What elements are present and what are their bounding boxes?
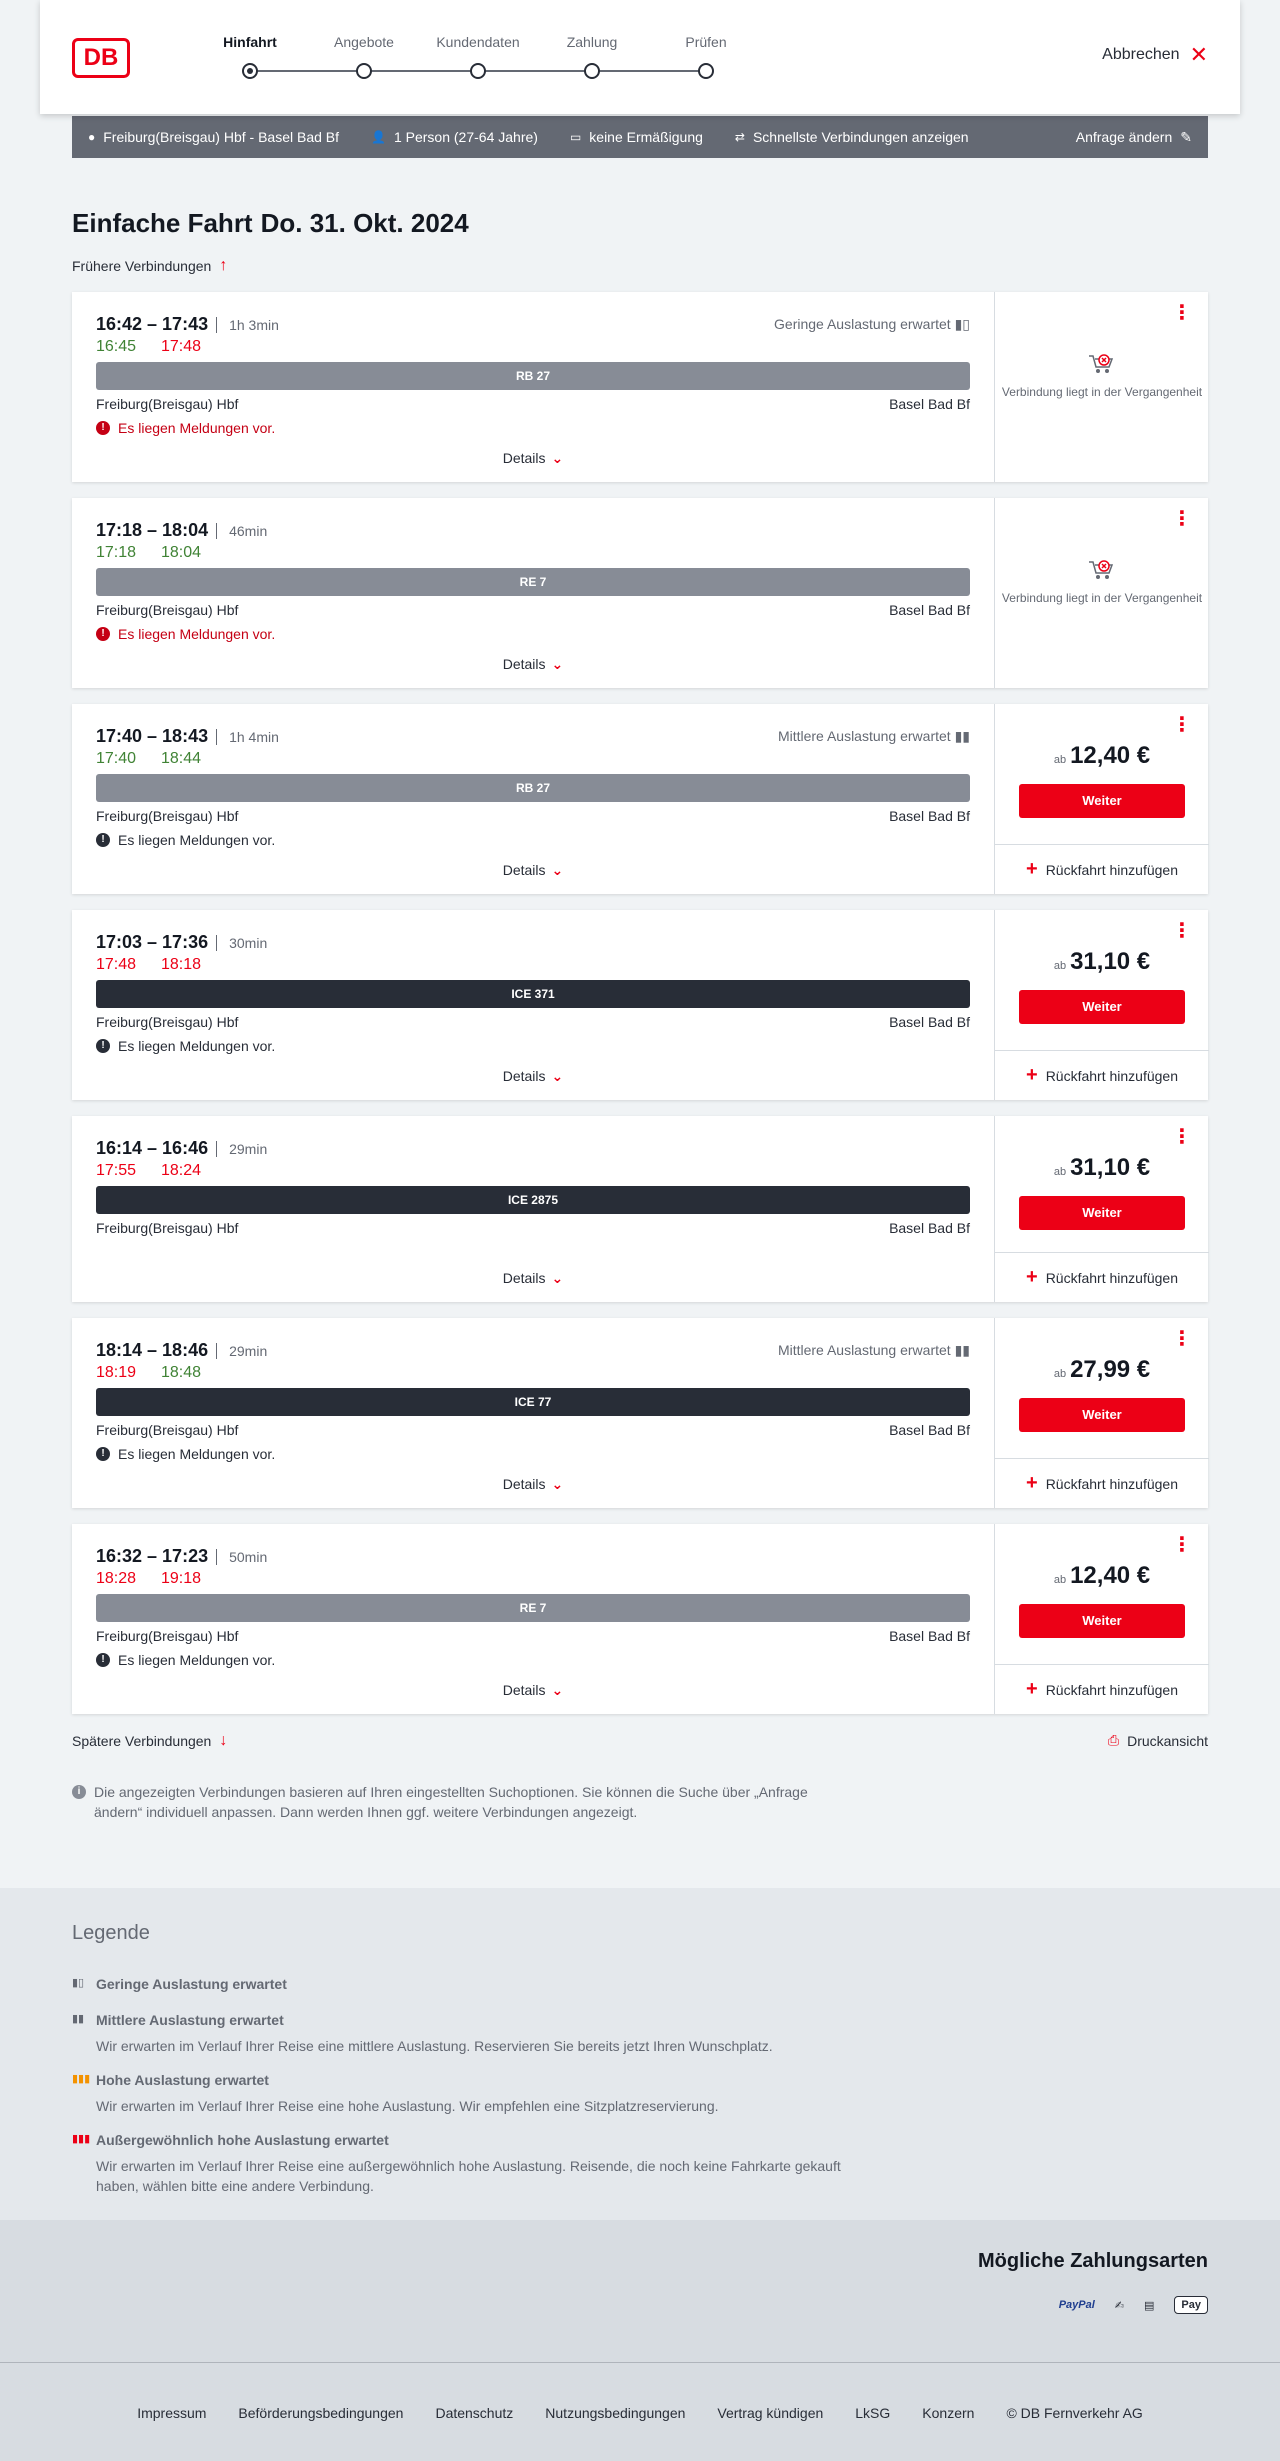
realtime-departure: 17:18 — [96, 544, 137, 561]
departure-station: Freiburg(Breisgau) Hbf — [96, 1220, 239, 1236]
step-label: Kundendaten — [436, 34, 520, 50]
schedule-times: 16:32 – 17:23 — [96, 1546, 209, 1566]
price-prefix: ab — [1053, 754, 1067, 766]
continue-button[interactable]: Weiter — [1019, 1604, 1185, 1638]
legend-item-title: Mittlere Auslastung erwartet — [96, 2012, 284, 2028]
plus-icon: + — [1026, 1064, 1038, 1086]
duration: 30min — [216, 935, 267, 951]
realtime-arrival: 18:24 — [161, 1162, 202, 1179]
more-options-icon[interactable]: ⋮ — [1172, 508, 1192, 530]
message-text: Es liegen Meldungen vor. — [118, 626, 276, 642]
realtime-arrival: 18:48 — [161, 1364, 202, 1381]
db-logo[interactable]: DB — [72, 38, 130, 78]
footer-link-konzern[interactable]: Konzern — [922, 2405, 975, 2421]
connection-side — [994, 704, 1208, 894]
location-pin-icon: ● — [88, 130, 96, 144]
change-query-button[interactable] — [1076, 129, 1192, 146]
earlier-label: Frühere Verbindungen — [72, 258, 212, 274]
details-toggle[interactable] — [72, 450, 994, 467]
details-toggle[interactable] — [72, 862, 994, 879]
info-text: Die angezeigten Verbindungen basieren auf Ihren eingestellten Suchoptionen. Sie können die Suche über „Anfrage ändern“ individuell anpassen. Dann werden Ihnen ggf. weitere Verbindungen angezeigt. — [94, 1784, 808, 1820]
message-text: Es liegen Meldungen vor. — [118, 832, 276, 848]
payment-title: Mögliche Zahlungsarten — [977, 2250, 1208, 2272]
connection-main — [72, 1318, 994, 1508]
price-prefix: ab — [1053, 960, 1067, 972]
disruption-message — [96, 1446, 275, 1462]
earlier-connections-link[interactable] — [72, 257, 227, 275]
departure-station: Freiburg(Breisgau) Hbf — [96, 602, 239, 618]
occupancy-low-icon: ▮▯ — [72, 1977, 85, 1989]
message-text: Es liegen Meldungen vor. — [118, 420, 276, 436]
price — [995, 1154, 1209, 1182]
arrival-station: Basel Bad Bf — [889, 396, 970, 412]
realtime — [96, 1570, 226, 1588]
departure-station: Freiburg(Breisgau) Hbf — [96, 1628, 239, 1644]
connection-times — [96, 932, 267, 953]
schedule-times: 18:14 – 18:46 — [96, 1340, 209, 1360]
message-text: Es liegen Meldungen vor. — [118, 1652, 276, 1668]
add-return-label: Rückfahrt hinzufügen — [1045, 861, 1178, 878]
step-marker — [356, 63, 372, 79]
train-bar: ICE 371 — [96, 980, 970, 1008]
price-value: 27,99 € — [1070, 1356, 1151, 1383]
connection-main — [72, 704, 994, 894]
more-options-icon[interactable]: ⋮ — [1172, 1534, 1192, 1556]
legend-item-low — [72, 1976, 872, 1992]
payment-logos — [1059, 2296, 1208, 2314]
price — [995, 1356, 1209, 1384]
connection-card — [72, 1524, 1208, 1714]
printer-icon: ⎙ — [1107, 1732, 1120, 1748]
arrival-station: Basel Bad Bf — [889, 602, 970, 618]
realtime — [96, 1162, 226, 1180]
step-label: Angebote — [334, 34, 394, 50]
legend-title: Legende — [72, 1922, 150, 1944]
print-label: Druckansicht — [1127, 1732, 1208, 1749]
price-value: 31,10 € — [1070, 1154, 1151, 1181]
realtime-arrival: 17:48 — [161, 338, 202, 355]
query-passengers-text: 1 Person (27-64 Jahre) — [393, 129, 538, 145]
occupancy-exceptional-icon: ▮▮▮ — [72, 2133, 91, 2145]
direct-debit-icon: ✍ — [1114, 2299, 1125, 2312]
connection-side — [994, 1318, 1208, 1508]
occupancy-info — [778, 728, 970, 745]
cart-unavailable-icon — [1087, 558, 1117, 582]
details-label: Details — [502, 1270, 546, 1286]
more-options-icon[interactable]: ⋮ — [1172, 920, 1192, 942]
page-title — [72, 208, 469, 239]
step-label: Zahlung — [566, 34, 618, 50]
legend-item-desc: Wir erwarten im Verlauf Ihrer Reise eine mittlere Auslastung. Reservieren Sie bereits jetzt Ihren Wunschplatz. — [96, 2038, 773, 2054]
later-connections-link[interactable] — [72, 1732, 227, 1750]
duration: 1h 4min — [216, 729, 279, 745]
price-prefix: ab — [1053, 1574, 1067, 1586]
step-marker — [584, 63, 600, 79]
connection-times — [96, 726, 279, 747]
price — [995, 1562, 1209, 1590]
continue-button[interactable]: Weiter — [1019, 1398, 1185, 1432]
footer-link-nutzungsbedingungen[interactable]: Nutzungsbedingungen — [545, 2405, 686, 2421]
price-value: 31,10 € — [1070, 948, 1151, 975]
step-angebote — [304, 34, 424, 79]
step-hinfahrt[interactable] — [190, 34, 310, 79]
disruption-message — [96, 832, 275, 848]
past-text: Verbindung liegt in der Vergangenheit — [1001, 591, 1203, 605]
realtime — [96, 544, 226, 562]
chevron-down-icon: ⌄ — [551, 862, 564, 878]
more-options-icon[interactable]: ⋮ — [1172, 1328, 1192, 1350]
connection-card — [72, 292, 1208, 482]
disruption-message — [96, 1038, 275, 1054]
duration: 50min — [216, 1549, 267, 1565]
past-connection-info — [995, 558, 1209, 606]
occupancy-high-icon: ▮▮▮ — [72, 2073, 91, 2085]
payment-methods — [0, 2220, 1280, 2362]
schedule-times: 17:40 – 18:43 — [96, 726, 209, 746]
chevron-down-icon: ⌄ — [551, 1682, 564, 1698]
more-options-icon[interactable]: ⋮ — [1172, 1126, 1192, 1148]
realtime-departure: 17:48 — [96, 956, 137, 973]
alert-icon: ! — [96, 1653, 110, 1667]
past-text: Verbindung liegt in der Vergangenheit — [1001, 385, 1203, 399]
more-options-icon[interactable]: ⋮ — [1172, 302, 1192, 324]
query-route-text: Freiburg(Breisgau) Hbf - Basel Bad Bf — [103, 129, 340, 145]
alert-icon: ! — [96, 627, 110, 641]
legend-item-title: Außergewöhnlich hohe Auslastung erwartet — [96, 2132, 389, 2148]
train-bar: ICE 2875 — [96, 1186, 970, 1214]
schedule-times: 16:14 – 16:46 — [96, 1138, 209, 1158]
step-marker — [698, 63, 714, 79]
legend-item-medium — [72, 2012, 872, 2056]
apple-pay-label: Pay — [1181, 2299, 1201, 2311]
departure-station: Freiburg(Breisgau) Hbf — [96, 396, 239, 412]
message-text: Es liegen Meldungen vor. — [118, 1038, 276, 1054]
schedule-times: 17:03 – 17:36 — [96, 932, 209, 952]
plus-icon: + — [1026, 858, 1038, 880]
connection-times — [96, 520, 267, 541]
query-fastest-text: Schnellste Verbindungen anzeigen — [752, 129, 969, 145]
swap-arrows-icon: ⇄ — [734, 130, 745, 144]
legend-item-desc: Wir erwarten im Verlauf Ihrer Reise eine hohe Auslastung. Wir empfehlen eine Sitzplatzreservierung. — [96, 2098, 719, 2114]
realtime-departure: 17:55 — [96, 1162, 137, 1179]
plus-icon: + — [1026, 1678, 1038, 1700]
train-bar: ICE 77 — [96, 1388, 970, 1416]
add-return-label: Rückfahrt hinzufügen — [1045, 1681, 1178, 1698]
info-icon: i — [72, 1785, 86, 1799]
train-bar: RE 7 — [96, 568, 970, 596]
alert-icon: ! — [96, 1039, 110, 1053]
continue-button[interactable]: Weiter — [1019, 784, 1185, 818]
details-label: Details — [502, 862, 546, 878]
add-return-label: Rückfahrt hinzufügen — [1045, 1475, 1178, 1492]
connection-side — [994, 910, 1208, 1100]
step-label: Hinfahrt — [223, 34, 277, 50]
search-info — [72, 1782, 852, 1822]
occupancy-info — [774, 316, 970, 333]
step-marker — [242, 63, 258, 79]
legend-item-title: Hohe Auslastung erwartet — [96, 2072, 269, 2088]
past-connection-info — [995, 352, 1209, 400]
footer-nav — [0, 2405, 1280, 2421]
legend-item-high — [72, 2072, 872, 2116]
arrow-up-icon: ↑ — [219, 257, 228, 274]
connection-times — [96, 1340, 267, 1361]
step-label: Prüfen — [685, 34, 727, 50]
disruption-message — [96, 1652, 275, 1668]
train-bar: RE 7 — [96, 1594, 970, 1622]
connection-main — [72, 910, 994, 1100]
footer-copyright: © DB Fernverkehr AG — [1006, 2405, 1143, 2421]
realtime-arrival: 18:18 — [161, 956, 202, 973]
more-options-icon[interactable]: ⋮ — [1172, 714, 1192, 736]
arrival-station: Basel Bad Bf — [889, 1422, 970, 1438]
alert-icon: ! — [96, 833, 110, 847]
person-icon: 👤 — [371, 130, 386, 144]
details-label: Details — [502, 1476, 546, 1492]
connection-main — [72, 1524, 994, 1714]
continue-button[interactable]: Weiter — [1019, 1196, 1185, 1230]
alert-icon: ! — [96, 421, 110, 435]
footer-link-befoerderungsbedingungen[interactable]: Beförderungsbedingungen — [238, 2405, 404, 2421]
chevron-down-icon: ⌄ — [551, 1068, 564, 1084]
realtime — [96, 1364, 226, 1382]
connection-main — [72, 498, 994, 688]
query-discount[interactable] — [570, 129, 703, 145]
add-return-label: Rückfahrt hinzufügen — [1045, 1269, 1178, 1286]
message-text: Es liegen Meldungen vor. — [118, 1446, 276, 1462]
departure-station: Freiburg(Breisgau) Hbf — [96, 808, 239, 824]
details-label: Details — [502, 656, 546, 672]
realtime-departure: 18:28 — [96, 1570, 137, 1587]
cancel-button[interactable] — [1102, 42, 1208, 67]
legend — [0, 1888, 1280, 2220]
connection-times — [96, 1138, 267, 1159]
step-zahlung — [532, 34, 652, 79]
details-label: Details — [502, 1068, 546, 1084]
occupancy-label: Geringe Auslastung erwartet — [774, 316, 951, 332]
alert-icon: ! — [96, 1447, 110, 1461]
price — [995, 742, 1209, 770]
train-bar: RB 27 — [96, 774, 970, 802]
details-toggle[interactable] — [72, 1270, 994, 1287]
connection-side — [994, 1524, 1208, 1714]
arrival-station: Basel Bad Bf — [889, 1014, 970, 1030]
arrow-down-icon: ↓ — [219, 1732, 228, 1749]
connection-times — [96, 1546, 267, 1567]
duration: 46min — [216, 523, 267, 539]
header — [40, 0, 1240, 114]
price-value: 12,40 € — [1070, 1562, 1151, 1589]
price — [995, 948, 1209, 976]
occupancy-label: Mittlere Auslastung erwartet — [777, 728, 951, 744]
disruption-message — [96, 626, 275, 642]
occupancy-medium-icon: ▮▮ — [954, 728, 970, 744]
connection-card — [72, 1318, 1208, 1508]
connection-times — [96, 314, 279, 335]
details-label: Details — [502, 1682, 546, 1698]
connection-main — [72, 292, 994, 482]
details-toggle[interactable] — [72, 1068, 994, 1085]
add-return-button[interactable] — [995, 1252, 1209, 1302]
connection-side — [994, 292, 1208, 482]
close-icon: ✕ — [1189, 42, 1208, 67]
occupancy-info — [778, 1342, 970, 1359]
realtime — [96, 338, 226, 356]
legend-item-exceptional — [72, 2132, 872, 2196]
trip-type: Einfache Fahrt — [72, 208, 253, 238]
details-toggle[interactable] — [72, 656, 994, 673]
footer-link-vertrag-kuendigen[interactable]: Vertrag kündigen — [717, 2405, 824, 2421]
price-value: 12,40 € — [1070, 742, 1151, 769]
query-bar — [72, 116, 1208, 158]
price-prefix: ab — [1053, 1368, 1067, 1380]
footer — [0, 2362, 1280, 2461]
realtime — [96, 956, 226, 974]
connection-card — [72, 910, 1208, 1100]
add-return-button[interactable] — [995, 844, 1209, 894]
step-kundendaten — [418, 34, 538, 79]
realtime-arrival: 19:18 — [161, 1570, 202, 1587]
cart-unavailable-icon — [1087, 352, 1117, 376]
footer-link-impressum[interactable]: Impressum — [137, 2405, 207, 2421]
disruption-message — [96, 420, 275, 436]
footer-link-lksg[interactable]: LkSG — [855, 2405, 891, 2421]
details-toggle[interactable] — [72, 1476, 994, 1493]
duration: 29min — [216, 1141, 267, 1157]
connection-card — [72, 1116, 1208, 1302]
realtime-arrival: 18:04 — [161, 544, 202, 561]
continue-button[interactable]: Weiter — [1019, 990, 1185, 1024]
occupancy-low-icon: ▮▯ — [954, 316, 970, 332]
paypal-logo: PayPal — [1058, 2299, 1095, 2311]
step-pruefen — [646, 34, 766, 79]
arrival-station: Basel Bad Bf — [889, 1220, 970, 1236]
plus-icon: + — [1026, 1472, 1038, 1494]
legend-item-desc: Wir erwarten im Verlauf Ihrer Reise eine außergewöhnlich hohe Auslastung. Reisende, die noch keine Fahrkarte gekauft haben, wählen bitte eine andere Verbindung. — [96, 2158, 841, 2194]
change-query-label: Anfrage ändern — [1075, 129, 1173, 145]
occupancy-medium-icon: ▮▮ — [72, 2013, 85, 2025]
connection-card — [72, 498, 1208, 688]
chevron-down-icon: ⌄ — [551, 656, 564, 672]
trip-date: Do. 31. Okt. 2024 — [260, 208, 469, 238]
departure-station: Freiburg(Breisgau) Hbf — [96, 1014, 239, 1030]
train-bar: RB 27 — [96, 362, 970, 390]
pencil-icon: ✎ — [1180, 128, 1192, 145]
add-return-button[interactable] — [995, 1664, 1209, 1714]
connection-card — [72, 704, 1208, 894]
apple-pay-logo — [1174, 2296, 1208, 2314]
arrival-station: Basel Bad Bf — [889, 1628, 970, 1644]
add-return-label: Rückfahrt hinzufügen — [1045, 1067, 1178, 1084]
details-label: Details — [502, 450, 546, 466]
query-discount-text: keine Ermäßigung — [589, 129, 703, 145]
occupancy-label: Mittlere Auslastung erwartet — [777, 1342, 951, 1358]
arrival-station: Basel Bad Bf — [889, 808, 970, 824]
schedule-times: 17:18 – 18:04 — [96, 520, 209, 540]
query-route[interactable] — [88, 129, 339, 145]
sepa-invoice-icon: ▤ — [1144, 2299, 1155, 2312]
connection-side — [994, 1116, 1208, 1302]
legend-item-title: Geringe Auslastung erwartet — [96, 1976, 287, 1992]
bahncard-icon: ▭ — [569, 130, 582, 144]
duration: 29min — [216, 1343, 267, 1359]
realtime — [96, 750, 226, 768]
realtime-arrival: 18:44 — [161, 750, 202, 767]
occupancy-medium-icon: ▮▮ — [954, 1342, 970, 1358]
add-return-button[interactable] — [995, 1458, 1209, 1508]
query-passengers[interactable] — [371, 129, 538, 145]
plus-icon: + — [1026, 1266, 1038, 1288]
progress-steps — [208, 34, 748, 84]
later-label: Spätere Verbindungen — [72, 1733, 212, 1749]
chevron-down-icon: ⌄ — [551, 1476, 564, 1492]
chevron-down-icon: ⌄ — [551, 450, 564, 466]
realtime-departure: 16:45 — [96, 338, 137, 355]
print-view-link[interactable] — [1108, 1732, 1208, 1749]
realtime-departure: 17:40 — [96, 750, 137, 767]
step-marker — [470, 63, 486, 79]
duration: 1h 3min — [216, 317, 279, 333]
details-toggle[interactable] — [72, 1682, 994, 1699]
query-fastest[interactable] — [735, 129, 969, 145]
schedule-times: 16:42 – 17:43 — [96, 314, 209, 334]
chevron-down-icon: ⌄ — [551, 1270, 564, 1286]
realtime-departure: 18:19 — [96, 1364, 137, 1381]
footer-link-datenschutz[interactable]: Datenschutz — [435, 2405, 514, 2421]
add-return-button[interactable] — [995, 1050, 1209, 1100]
price-prefix: ab — [1053, 1166, 1067, 1178]
connection-side — [994, 498, 1208, 688]
cancel-label: Abbrechen — [1102, 46, 1180, 63]
departure-station: Freiburg(Breisgau) Hbf — [96, 1422, 239, 1438]
connection-main — [72, 1116, 994, 1302]
